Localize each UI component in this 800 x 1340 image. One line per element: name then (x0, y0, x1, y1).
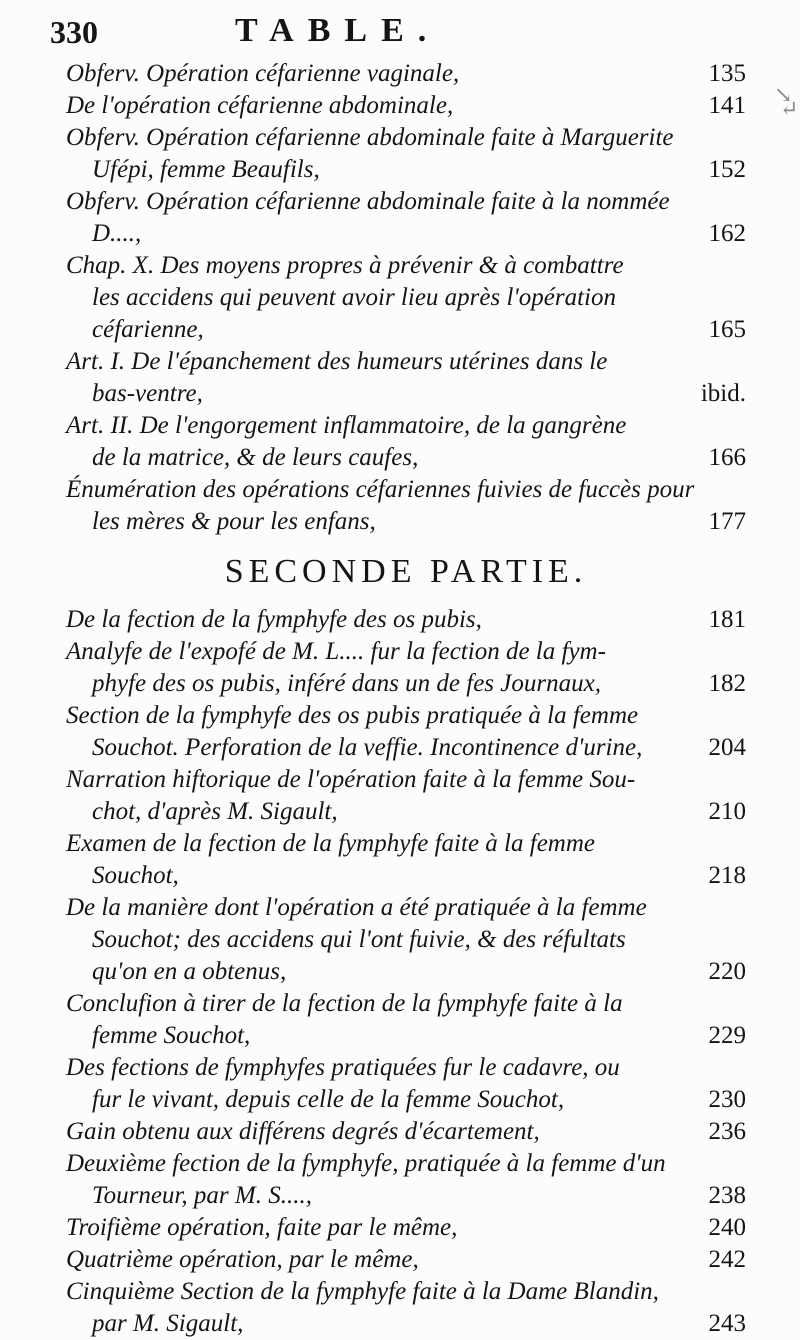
toc-entry-line: De la fection de la fymphyfe des os pubis, 181 (66, 604, 746, 636)
toc-entry-line: Chap. X. Des moyens propres à prévenir & à combattre (66, 252, 624, 279)
toc-entry (66, 1244, 746, 1276)
toc-page-number: 210 (708, 798, 746, 825)
toc-page-number: 230 (708, 1086, 746, 1113)
toc-page-number: 242 (708, 1246, 746, 1273)
toc-entry-line: Art. II. De l'engorgement inflammatoire, de la gangrène (66, 412, 627, 439)
part-one-entries (66, 58, 746, 538)
toc-entry-line: Section de la fymphyfe des os pubis pratiquée à la femme (66, 702, 639, 729)
toc-entry (66, 988, 746, 1052)
toc-entry (66, 1052, 746, 1116)
toc-entry-line: Obferv. Opération céfarienne vaginale, 135 (66, 58, 746, 90)
table-of-contents (66, 58, 746, 1340)
section-title: SECONDE PARTIE. (224, 553, 588, 590)
toc-entry (66, 764, 746, 828)
toc-page-number: 166 (708, 444, 746, 471)
toc-entry-line: qu'on en a obtenus, 220 (66, 956, 746, 988)
toc-entry (66, 636, 746, 700)
toc-entry-line: Quatrième opération, par le même, 242 (66, 1244, 746, 1276)
toc-entry-line: Souchot, 218 (66, 860, 746, 892)
toc-entry (66, 122, 746, 186)
toc-entry (66, 410, 746, 474)
margin-pencil-mark: ↘ (774, 82, 793, 107)
toc-entry-line: Cinquième Section de la fymphyfe faite à la Dame Blandin, (66, 1278, 659, 1305)
toc-entry-line: les mères & pour les enfans, 177 (66, 506, 746, 538)
toc-entry-line: les accidens qui peuvent avoir lieu après l'opération (92, 284, 616, 311)
toc-entry-line: chot, d'après M. Sigault, 210 (66, 796, 746, 828)
toc-page-number: 162 (708, 220, 746, 247)
toc-page-number: 177 (708, 508, 746, 535)
toc-page-number: 165 (708, 316, 746, 343)
toc-page-number: ibid. (700, 380, 746, 407)
toc-entry (66, 892, 746, 988)
toc-page-number: 182 (708, 670, 746, 697)
toc-entry-line: Troifième opération, faite par le même, 240 (66, 1212, 746, 1244)
toc-entry-line: De la manière dont l'opération a été pratiquée à la femme (66, 894, 647, 921)
toc-entry (66, 1276, 746, 1340)
toc-page-number: 218 (708, 862, 746, 889)
toc-entry-line: Analyfe de l'expofé de M. L.... fur la fection de la fym- (66, 638, 606, 665)
toc-entry-line: Ufépi, femme Beaufils, 152 (66, 154, 746, 186)
page-number: 330 (50, 14, 98, 50)
toc-entry (66, 604, 746, 636)
toc-page-number: 240 (708, 1214, 746, 1241)
toc-page-number: 181 (708, 606, 746, 633)
toc-entry (66, 1212, 746, 1244)
toc-entry-line: De l'opération céfarienne abdominale, 141 (66, 90, 746, 122)
toc-entry-line: Obferv. Opération céfarienne abdominale faite à la nommée (66, 188, 670, 215)
part-two-entries (66, 604, 746, 1340)
toc-entry (66, 346, 746, 410)
toc-page-number: 141 (708, 92, 746, 119)
toc-entry-line: Art. I. De l'épanchement des humeurs utérines dans le (66, 348, 608, 375)
toc-entry-line: Conclufion à tirer de la fection de la fymphyfe faite à la (66, 990, 623, 1017)
page-title: TABLE. (235, 12, 441, 49)
toc-entry (66, 828, 746, 892)
toc-entry-line: femme Souchot, 229 (66, 1020, 746, 1052)
toc-entry-line: Tourneur, par M. S...., 238 (66, 1180, 746, 1212)
toc-entry-line: Énumération des opérations céfariennes fuivies de fuccès pour (66, 476, 695, 503)
toc-page-number: 238 (708, 1182, 746, 1209)
toc-entry (66, 1116, 746, 1148)
toc-entry-line: Gain obtenu aux différens degrés d'écartement, 236 (66, 1116, 746, 1148)
toc-entry-line: bas-ventre, ibid. (66, 378, 746, 410)
toc-entry-line: Souchot; des accidens qui l'ont fuivie, & des réfultats (92, 926, 626, 953)
toc-page-number: 135 (708, 60, 746, 87)
toc-entry-line: Des fections de fymphyfes pratiquées fur le cadavre, ou (66, 1054, 620, 1081)
toc-page-number: 229 (708, 1022, 746, 1049)
toc-page-number: 204 (708, 734, 746, 761)
toc-entry-line: Souchot. Perforation de la veffie. Incontinence d'urine, 204 (66, 732, 746, 764)
toc-page-number: 243 (708, 1310, 746, 1337)
toc-entry (66, 700, 746, 764)
toc-entry-line: Deuxième fection de la fymphyfe, pratiquée à la femme d'un (66, 1150, 666, 1177)
toc-entry-line: par M. Sigault, 243 (66, 1308, 746, 1340)
toc-entry (66, 186, 746, 250)
toc-entry-line: fur le vivant, depuis celle de la femme Souchot, 230 (66, 1084, 746, 1116)
toc-entry-line: Examen de la fection de la fymphyfe faite à la femme (66, 830, 595, 857)
toc-entry-line: de la matrice, & de leurs caufes, 166 (66, 442, 746, 474)
toc-page-number: 152 (708, 156, 746, 183)
margin-pencil-mark: ↵ (780, 96, 799, 121)
toc-entry-line: céfarienne, 165 (66, 314, 746, 346)
toc-entry (66, 58, 746, 90)
toc-page-number: 236 (708, 1118, 746, 1145)
toc-entry-line: D...., 162 (66, 218, 746, 250)
toc-entry-line: Narration hiftorique de l'opération faite à la femme Sou- (66, 766, 636, 793)
toc-entry (66, 1148, 746, 1212)
toc-entry-line: phyfe des os pubis, inféré dans un de fes Journaux, 182 (66, 668, 746, 700)
toc-entry (66, 250, 746, 346)
toc-entry (66, 474, 746, 538)
toc-page-number: 220 (708, 958, 746, 985)
toc-entry-line: Obferv. Opération céfarienne abdominale faite à Marguerite (66, 124, 674, 151)
page-header (50, 12, 610, 62)
toc-entry (66, 90, 746, 122)
